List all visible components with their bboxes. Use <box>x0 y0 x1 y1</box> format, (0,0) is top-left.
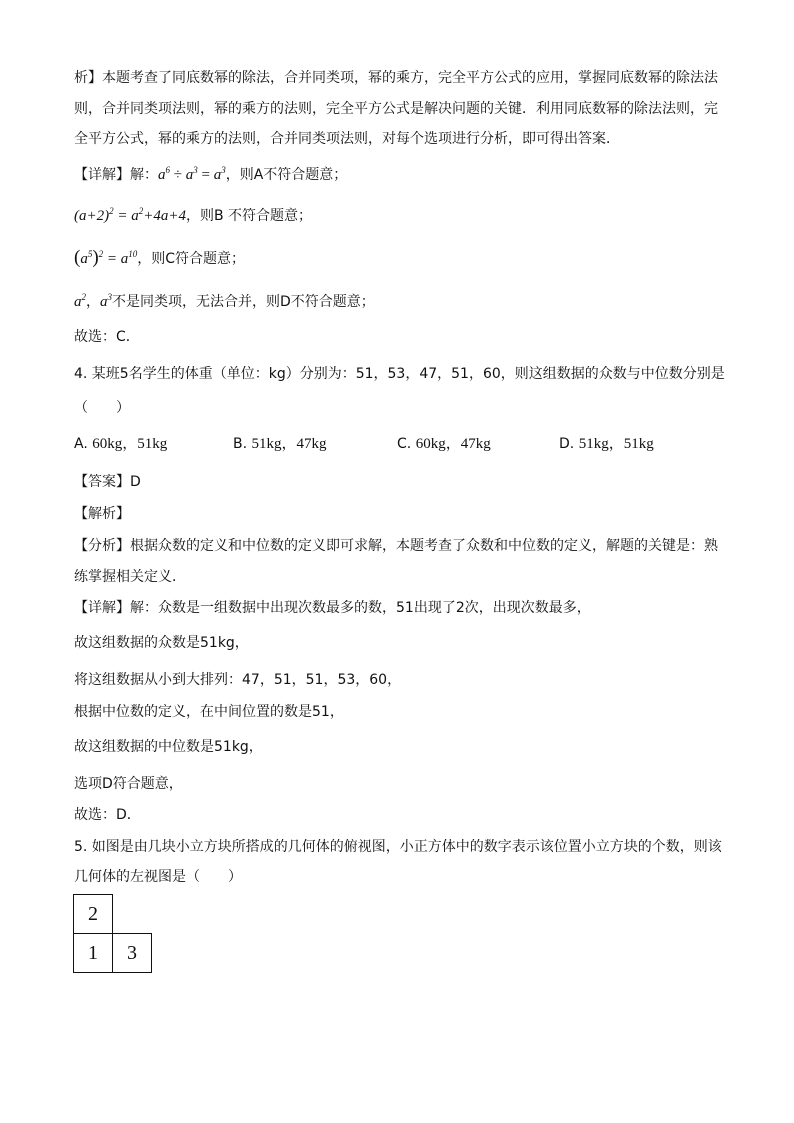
option-c: C. 60kg，47kg <box>397 436 491 452</box>
equation-d-term-1: $a^2$ <box>74 292 86 310</box>
analysis-label: 【解析】 <box>74 506 130 522</box>
option-a: A. 60kg，51kg <box>74 436 168 452</box>
equation-d-term-2: $a^3$ <box>100 292 112 310</box>
detail-line-3: 将这组数据从小到大排列：47，51，51，53，60， <box>74 672 402 688</box>
detail-line-2: 故这组数据的众数是51kg， <box>74 635 249 651</box>
equation-b: $(a+2)^2 = a^2+4a+4$ <box>74 206 186 224</box>
fenxi-line-1: 【分析】根据众数的定义和中位数的定义即可求解，本题考查了众数和中位数的定义，解题的关键是：熟 <box>74 538 718 554</box>
equation-c-line <box>74 248 245 269</box>
equation-c: $(a^5)^2 = a^{10}$ <box>74 247 138 268</box>
equation-d-line: $a^2$，$a^3$不是同类项，无法合并，则D不符合题意； <box>74 292 375 310</box>
grid-cell-top-left: 2 <box>73 894 113 934</box>
detail-line-4: 根据中位数的定义，在中间位置的数是51， <box>74 704 344 720</box>
analysis-text-line-2: 则，合并同类项法则，幂的乘方的法则，完全平方公式是解决问题的关键．利用同底数幂的除法法则，完 <box>74 101 718 117</box>
option-b: B. 51kg，47kg <box>233 436 327 452</box>
detail-line-5: 故这组数据的中位数是51kg， <box>74 739 263 755</box>
fenxi-line-2: 练掌握相关定义． <box>74 569 186 585</box>
grid-cell-bottom-right: 3 <box>112 933 152 973</box>
question-4-stem: 4. 某班5名学生的体重（单位：kg）分别为：51，53，47，51，60，则这组数据的众数与中位数分别是 <box>74 366 725 382</box>
analysis-text-line-1: 析】本题考查了同底数幂的除法，合并同类项，幂的乘方，完全平方公式的应用，掌握同底数幂的除法法 <box>74 70 718 86</box>
detail-label: 【详解】解： <box>74 167 158 183</box>
option-d: D. 51kg，51kg <box>559 436 654 452</box>
question-5-stem-2: 几何体的左视图是（ ） <box>74 869 242 885</box>
detail-line-6: 选项D符合题意， <box>74 776 183 792</box>
equation-b-line <box>74 206 312 226</box>
detail-line-7: 故选：D． <box>74 807 141 823</box>
equation-b-tail: ，则B 不符合题意； <box>186 208 313 224</box>
answer-line: 【答案】D <box>74 474 141 490</box>
equation-d-tail: 不是同类项，无法合并，则D不符合题意； <box>112 294 375 310</box>
question-4-paren: （ ） <box>74 400 130 416</box>
grid-cell-bottom-left: 1 <box>73 933 113 973</box>
equation-c-tail: ，则C符合题意； <box>137 251 246 267</box>
equation-a-line <box>74 165 347 185</box>
equation-a: $a^6 \div a^3 = a^3$ <box>158 165 226 183</box>
choose-c: 故选：C． <box>74 329 140 345</box>
equation-a-tail: ，则A不符合题意； <box>225 167 348 183</box>
analysis-text-line-3: 全平方公式，幂的乘方的法则，合并同类项法则，对每个选项进行分析，即可得出答案． <box>74 131 620 147</box>
detail-line-1: 【详解】解：众数是一组数据中出现次数最多的数，51出现了2次，出现次数最多， <box>74 600 591 616</box>
question-5-stem-1: 5. 如图是由几块小立方块所搭成的几何体的俯视图，小正方体中的数字表示该位置小立方块的个数，则该 <box>74 839 722 855</box>
